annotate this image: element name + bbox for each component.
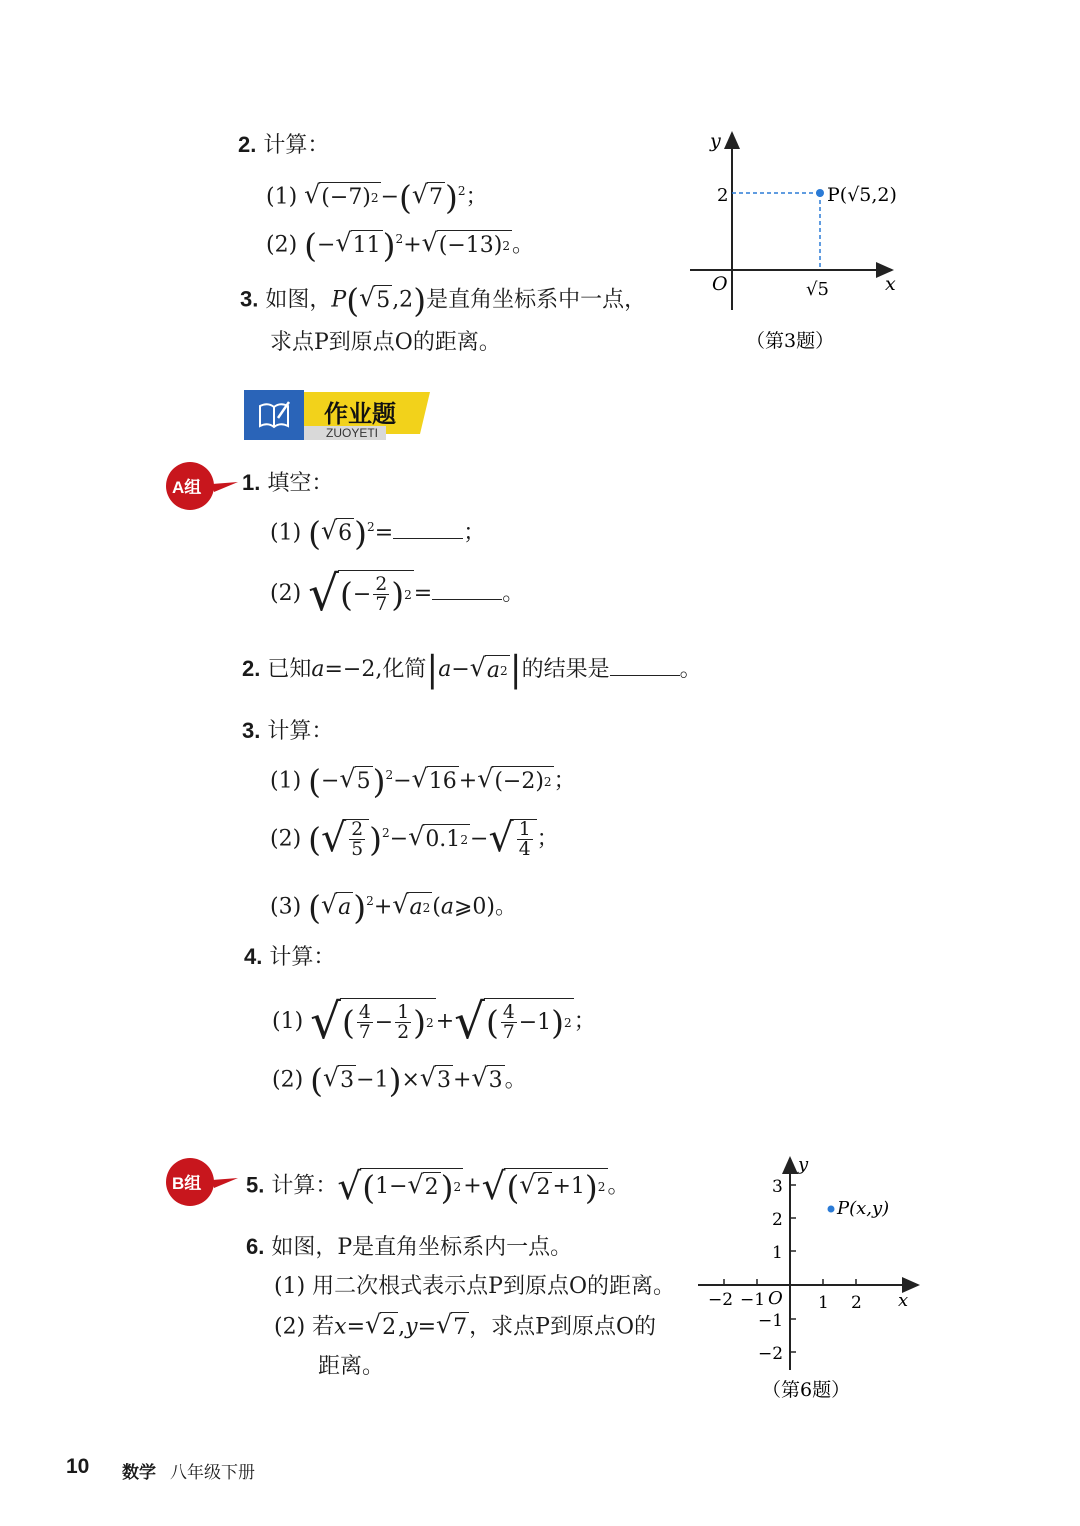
q3-text-a: 如图， <box>265 287 332 313</box>
math-sqrt: √ 7 <box>436 1312 469 1343</box>
y-tick-label: −1 <box>758 1311 784 1331</box>
x-axis-label: x <box>885 273 896 295</box>
math-sqrt: √ 7 <box>412 182 445 213</box>
math-sqrt: √ 2 <box>365 1312 398 1343</box>
y-tick-label: 3 <box>772 1177 783 1197</box>
part-index: (1) <box>266 184 298 210</box>
math-sqrt: √ 11 <box>335 230 382 261</box>
figure-3 <box>680 125 940 365</box>
point-p <box>828 1206 835 1213</box>
part-index: (2) <box>272 1067 304 1093</box>
math-sqrt: √ a <box>321 892 353 923</box>
x-tick-label: −2 <box>708 1290 734 1310</box>
q3-top-line1: 3. 如图，P( √ 5 ,2)是直角坐标系中一点， <box>240 281 647 320</box>
part-index: (1) <box>270 768 302 794</box>
x-tick-label: √5 <box>806 279 829 300</box>
q2-top-heading <box>238 130 329 161</box>
part-index: (1) <box>274 1274 306 1299</box>
part-index: (3) <box>270 894 302 920</box>
math-sqrt: √ ( 1− √ 2 ) 2 <box>337 1164 462 1208</box>
part-index: (2) <box>270 581 302 607</box>
question-label: 计算： <box>263 133 330 158</box>
origin-label: O <box>768 1288 783 1309</box>
a-q3-part2: (2) ( √ $\frac{2}{5}$ )$^2$− √ 0.1 2 − √ $\frac{1}{4}$ ； <box>270 814 559 861</box>
question-label: 计算： <box>271 1173 338 1199</box>
math-sqrt: √ ( − $\frac{2}{7}$ ) 2 <box>308 566 412 622</box>
question-number: 4. <box>244 944 263 969</box>
math-sqrt: √ 6 <box>321 518 354 549</box>
group-a-label: A组 <box>172 478 202 497</box>
part-index: (1) <box>272 1009 304 1035</box>
x-tick-label: 2 <box>851 1293 862 1313</box>
math-sqrt: √ ( √ 2 +1 ) 2 <box>481 1164 606 1208</box>
math-sqrt: √ (−13) 2 <box>422 230 512 261</box>
point-p <box>816 189 824 197</box>
question-number: 5. <box>246 1172 265 1198</box>
math-sqrt: √ a 2 <box>392 892 432 923</box>
origin-label: O <box>712 273 728 295</box>
group-b-label: B组 <box>172 1174 202 1193</box>
answer-blank[interactable] <box>610 657 680 676</box>
a-q3-part3: (3) ( √ a )$^2$+ √ a 2 (a⩾0)。 <box>270 887 517 927</box>
figure-caption: （第3题） <box>746 330 835 352</box>
question-number: 6. <box>246 1234 265 1259</box>
x-tick-label: 1 <box>818 1293 829 1313</box>
group-a-badge <box>164 462 242 510</box>
page-number: 10 <box>66 1455 90 1478</box>
b-q6-part1 <box>274 1272 675 1302</box>
y-tick-label: 1 <box>772 1243 783 1263</box>
y-tick-label: 2 <box>717 185 729 206</box>
figure-caption: （第6题） <box>762 1379 851 1401</box>
y-tick-label: −2 <box>758 1344 784 1364</box>
question-number: 2. <box>242 656 261 681</box>
footer-book: 八年级下册 <box>170 1463 255 1482</box>
banner-title: 作业题 <box>324 401 396 428</box>
a-q3-heading <box>242 716 333 747</box>
math-sqrt: √ a 2 <box>470 655 510 686</box>
footer-subject: 数学 <box>122 1463 156 1482</box>
y-tick-label: 2 <box>772 1210 783 1230</box>
q2-text-b: 化简 <box>382 657 427 682</box>
q3-text-b: 是直角坐标系中一点， <box>426 287 647 313</box>
question-number: 2. <box>238 132 257 157</box>
x-tick-label: −1 <box>740 1290 766 1310</box>
a-q1-heading <box>242 468 333 499</box>
q3-top-line2: 求点P到原点O的距离。 <box>270 330 501 355</box>
a-q1-part1: (1) ( √ 6 )$^2$= ； <box>270 513 486 553</box>
x-axis-label: x <box>898 1290 909 1311</box>
math-sqrt: √ 16 <box>412 766 459 797</box>
q2-top-part1: (1) √ (−7) 2 −( √ 7 )$^2$； <box>266 177 488 217</box>
q6-text: 如图，P是直角坐标系内一点。 <box>271 1235 573 1260</box>
math-sqrt: √ (−7) 2 <box>304 182 380 213</box>
b-q6-heading <box>246 1232 572 1263</box>
math-sqrt: √ $\frac{2}{5}$ <box>321 819 369 860</box>
answer-blank[interactable] <box>432 581 502 600</box>
a-q4-heading <box>244 942 335 973</box>
math-sqrt: √ 3 <box>323 1065 356 1096</box>
math-sqrt: √ (−2) 2 <box>477 766 553 797</box>
a-q1-part2: (2) √ ( − $\frac{2}{7}$ ) 2 = 。 <box>270 566 525 622</box>
a-q3-part1: (1) (− √ 5 )$^2$− √ 16 + √ (−2) 2 ； <box>270 761 576 801</box>
point-label: P(√5,2) <box>827 184 897 206</box>
part-index: (2) <box>266 232 298 258</box>
b-q6-part2: (2) 若x= √ 2 ,y= √ 7 ，求点P到原点O的 <box>274 1312 656 1343</box>
part-text: ，求点P到原点O的 <box>469 1314 656 1340</box>
q2-end: 。 <box>679 657 702 682</box>
question-label: 填空： <box>267 471 334 496</box>
math-sqrt: √ 0.1 2 <box>408 824 470 855</box>
math-sqrt: √ ( $\frac{4}{7}$ − $\frac{1}{2}$ ) 2 <box>310 994 434 1050</box>
math-sqrt: √ 5 <box>359 285 392 316</box>
math-sqrt: √ $\frac{1}{4}$ <box>488 819 536 860</box>
b-q6-part2-line2: 距离。 <box>318 1354 385 1379</box>
question-number: 1. <box>242 470 261 495</box>
a-q4-part2: (2) ( √ 3 −1)× √ 3 + √ 3 。 <box>272 1061 527 1100</box>
answer-blank[interactable] <box>393 520 463 539</box>
banner-subtitle: ZUOYETI <box>326 426 379 440</box>
a-q4-part1: (1) √ ( $\frac{4}{7}$ − $\frac{1}{2}$ ) 2 + √ ( $\frac{4}{7}$ −1 ) 2 ； <box>272 994 596 1050</box>
question-label: 计算： <box>267 719 334 744</box>
q2-text-a: 已知 <box>267 657 312 682</box>
figure-6 <box>690 1150 930 1410</box>
y-axis-label: y <box>710 130 721 152</box>
a-q2: 2. 已知a=−2,化简|a− √ a 2 |的结果是 。 <box>242 649 702 690</box>
q2-top-part2: (2) (− √ 11 )$^2$+ √ (−13) 2 。 <box>266 225 535 265</box>
question-number: 3. <box>242 718 261 743</box>
book-pencil-icon <box>256 398 292 432</box>
math-sqrt: √ 3 <box>420 1065 453 1096</box>
part-text: 用二次根式表示点P到原点O的距离。 <box>312 1274 676 1299</box>
math-sqrt: √ 3 <box>471 1065 504 1096</box>
question-label: 计算： <box>269 945 336 970</box>
group-b-badge <box>164 1158 242 1206</box>
part-index: (2) <box>274 1314 306 1340</box>
b-q5: 5. 计算： √ ( 1− √ 2 ) 2 + √ ( √ 2 +1 ) 2 。 <box>246 1164 630 1208</box>
math-sqrt: √ 5 <box>339 766 372 797</box>
point-label: P(x,y) <box>837 1198 890 1219</box>
part-index: (1) <box>270 520 302 546</box>
q2-text-c: 的结果是 <box>521 657 610 682</box>
y-axis-label: y <box>798 1154 809 1175</box>
math-sqrt: √ ( $\frac{4}{7}$ −1 ) 2 <box>454 994 572 1050</box>
part-index: (2) <box>270 826 302 852</box>
question-number: 3. <box>240 286 259 312</box>
homework-banner <box>242 388 432 442</box>
